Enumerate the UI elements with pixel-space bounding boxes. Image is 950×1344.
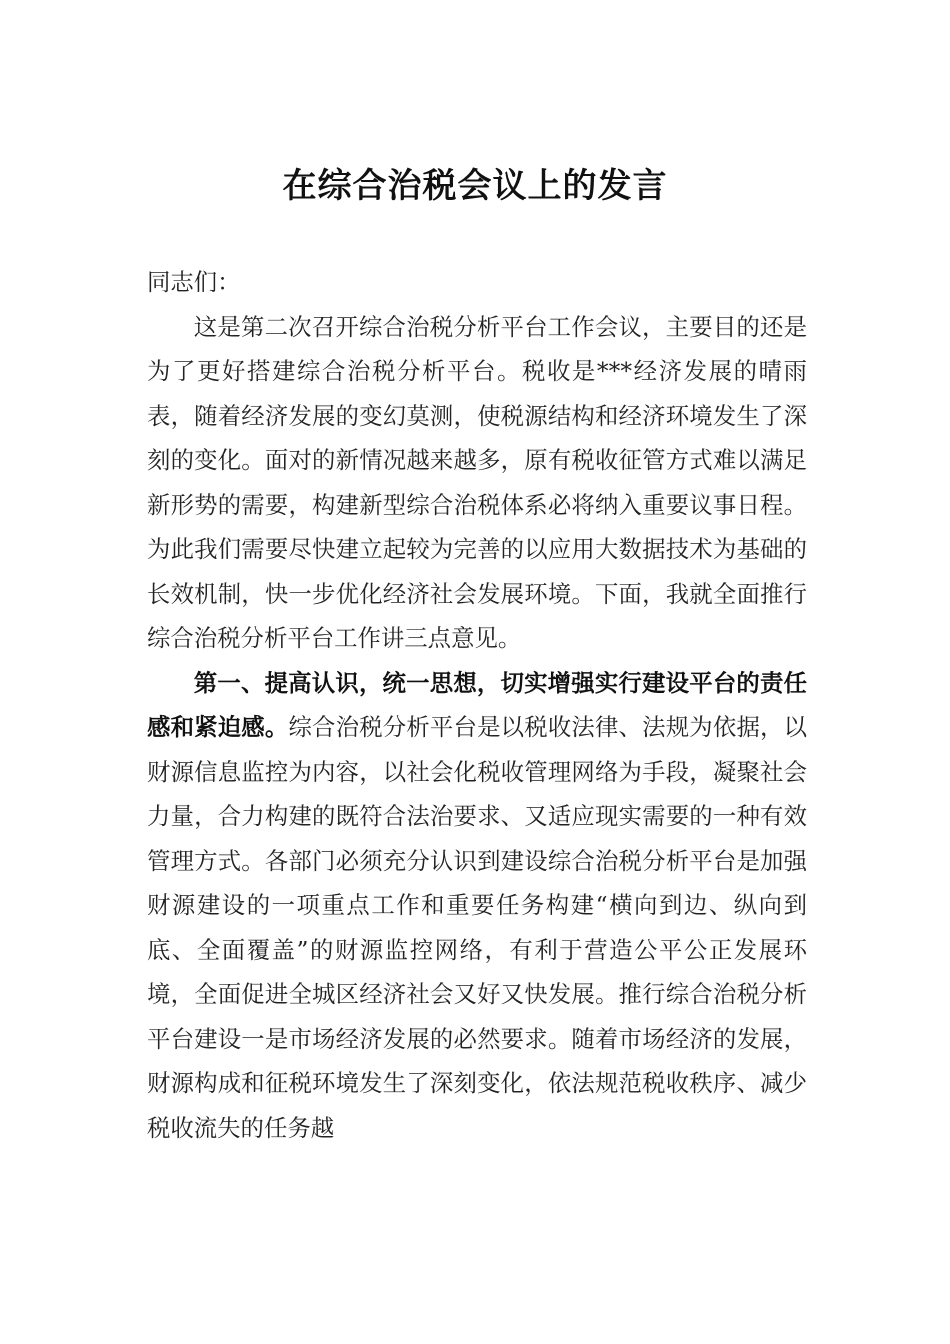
paragraph-intro: 这是第二次召开综合治税分析平台工作会议，主要目的还是为了更好搭建综合治税分析平台。税收是***经济发展的晴雨表，随着经济发展的变幻莫测，使税源结构和经济环境发生了深刻的变化。面对的新情况越来越多，原有税收征管方式难以满足新形势的需要，构建新型综合治税体系必将纳入重要议事日程。 为此我们需要尽快建立起较为完善的以应用大数据技术为基础的长效机制，快一步优化经济社会发展环境。下面，我就全面推行综合治税分析平台工作讲三点意见。 — [147, 312, 807, 652]
document-title: 在综合治税会议上的发言 — [282, 166, 668, 206]
first-point-body: 综合治税分析平台是以税收法律、法规为依据，以财源信息监控为内容，以社会化税收管理网络为手段，凝聚社会力量，合力构建的既符合法治要求、又适应现实需要的一种有效管理方式。各部门必须充分认识到建设综合治税分析平台是加强财源建设的一项重点工作和重要任务构建“横向到边、纵向到底、全面覆盖”的财源监控网络，有利于营造公平公正发展环境，全面促进全城区经济社会又好又快发展。推行综合治税分析平台建设一是市场经济发展的必然要求。随着市场经济的发展，财源构成和征税环境发生了深刻变化，依法规范税收秩序、减少税收流失的任务越 — [147, 713, 807, 1142]
salutation: 同志们： — [147, 268, 241, 296]
paragraph-first-point — [147, 661, 807, 1151]
document-body — [147, 260, 807, 1150]
first-point-heading: 第一、提高认识，统一思想，切实增强实行建设平台的责任感和紧迫感。 — [147, 668, 807, 741]
